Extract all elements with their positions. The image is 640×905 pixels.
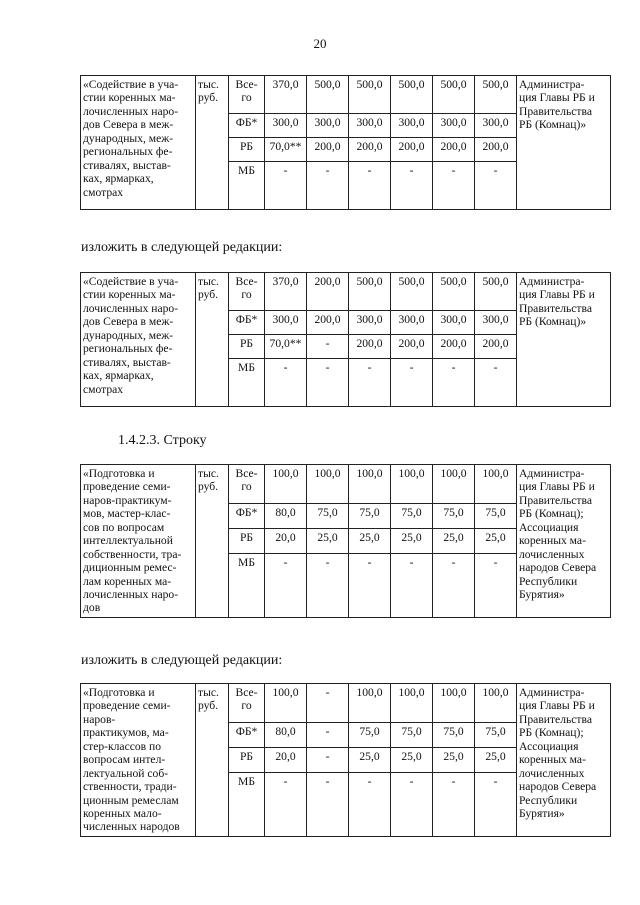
value-cell: -: [307, 359, 349, 407]
value-cell: 100,0: [433, 684, 475, 723]
value-cell: 300,0: [391, 114, 433, 138]
value-cell: 300,0: [475, 114, 517, 138]
value-cell: 370,0: [265, 273, 307, 311]
funding-source-cell: [229, 465, 265, 504]
value-cell: -: [349, 553, 391, 617]
executor-line: коренных ма-: [519, 534, 586, 548]
funding-source-line: РБ: [239, 750, 254, 763]
value-cell: 20,0: [265, 748, 307, 773]
funding-source-cell: [229, 335, 265, 359]
measure-name-line: ках, ярмарках,: [83, 369, 154, 383]
value-cell: -: [475, 772, 517, 836]
value-cell: -: [307, 335, 349, 359]
program-table-2: [80, 272, 611, 407]
funding-source-line: ФБ*: [235, 116, 258, 129]
executor-cell: [517, 465, 611, 618]
value-cell: 200,0: [349, 138, 391, 162]
funding-source-cell: [229, 273, 265, 311]
value-cell: 500,0: [349, 76, 391, 114]
executor-line: народов Севера: [519, 561, 597, 575]
value-cell: -: [265, 553, 307, 617]
funding-source-line: Все-: [235, 686, 258, 699]
executor-cell: [517, 684, 611, 837]
funding-source-line: МБ: [238, 361, 255, 374]
value-cell: -: [391, 772, 433, 836]
funding-source-line: МБ: [238, 774, 255, 788]
value-cell: -: [475, 553, 517, 617]
funding-source-cell: [229, 553, 265, 617]
funding-source-cell: [229, 138, 265, 162]
measure-name-line: диционным ремес-: [83, 561, 177, 575]
value-cell: 75,0: [475, 504, 517, 529]
measure-name-line: лектуальной соб-: [83, 766, 169, 780]
funding-source-line: Все-: [235, 78, 258, 91]
executor-line: Республики: [519, 574, 578, 588]
funding-source-cell: [229, 162, 265, 210]
value-cell: -: [433, 772, 475, 836]
table-row: [81, 273, 611, 311]
executor-line: Бурятия»: [519, 806, 565, 820]
executor-line: Ассоциация: [519, 739, 579, 753]
funding-source-line: Все-: [235, 275, 258, 288]
funding-source-cell: [229, 748, 265, 773]
value-cell: 80,0: [265, 504, 307, 529]
unit-cell: [196, 465, 229, 618]
measure-name-line: лочисленных наро-: [83, 587, 179, 601]
measure-name-cell: [81, 465, 196, 618]
value-cell: 75,0: [349, 723, 391, 748]
unit-line: тыс.: [198, 275, 219, 288]
funding-source-cell: [229, 114, 265, 138]
table-row: [81, 465, 611, 504]
measure-name-cell: [81, 684, 196, 837]
measure-name-line: региональных фе-: [83, 145, 173, 159]
executor-line: Администра-: [519, 275, 585, 288]
executor-line: народов Севера: [519, 780, 597, 794]
value-cell: 500,0: [475, 76, 517, 114]
unit-line: тыс.: [198, 467, 219, 480]
executor-line: лочисленных: [519, 547, 585, 561]
value-cell: 25,0: [349, 748, 391, 773]
measure-name-line: дународных, меж-: [83, 131, 174, 145]
value-cell: -: [433, 162, 475, 210]
executor-line: Администра-: [519, 78, 585, 91]
executor-line: Администра-: [519, 467, 585, 480]
value-cell: 300,0: [391, 311, 433, 335]
executor-line: Правительства: [519, 104, 592, 118]
value-cell: 75,0: [391, 723, 433, 748]
value-cell: 200,0: [475, 138, 517, 162]
measure-name-line: стивалях, выстав-: [83, 158, 171, 172]
table-row: [81, 684, 611, 723]
value-cell: 300,0: [265, 311, 307, 335]
value-cell: -: [307, 162, 349, 210]
program-table-3: [80, 464, 611, 618]
value-cell: 100,0: [265, 684, 307, 723]
value-cell: 20,0: [265, 529, 307, 554]
funding-source-line: го: [241, 288, 252, 302]
table-row: [81, 76, 611, 114]
value-cell: -: [307, 772, 349, 836]
value-cell: 25,0: [307, 529, 349, 554]
measure-name-line: «Подготовка и: [83, 686, 155, 699]
measure-name-line: «Содействие в уча-: [83, 275, 179, 288]
measure-name-line: проведение семи-: [83, 699, 171, 713]
value-cell: 300,0: [433, 114, 475, 138]
executor-line: Ассоциация: [519, 520, 579, 534]
value-cell: 500,0: [475, 273, 517, 311]
value-cell: 100,0: [349, 465, 391, 504]
value-cell: -: [433, 359, 475, 407]
unit-cell: [196, 684, 229, 837]
measure-name-line: численных народов: [83, 820, 180, 834]
value-cell: 80,0: [265, 723, 307, 748]
value-cell: 75,0: [349, 504, 391, 529]
value-cell: 200,0: [307, 138, 349, 162]
funding-source-cell: [229, 772, 265, 836]
value-cell: 500,0: [349, 273, 391, 311]
executor-line: Администра-: [519, 686, 585, 699]
value-cell: -: [433, 553, 475, 617]
measure-name-line: коренных мало-: [83, 806, 162, 820]
unit-line: тыс.: [198, 78, 219, 91]
value-cell: -: [391, 162, 433, 210]
value-cell: 300,0: [349, 114, 391, 138]
funding-source-line: МБ: [238, 555, 255, 569]
value-cell: -: [349, 359, 391, 407]
measure-name-line: стии коренных ма-: [83, 288, 176, 302]
value-cell: 25,0: [433, 748, 475, 773]
measure-name-line: собственности, тра-: [83, 547, 182, 561]
executor-line: Республики: [519, 793, 578, 807]
executor-line: ция Главы РБ и: [519, 480, 595, 494]
value-cell: 75,0: [433, 723, 475, 748]
value-cell: -: [265, 359, 307, 407]
funding-source-cell: [229, 723, 265, 748]
value-cell: -: [307, 748, 349, 773]
unit-cell: [196, 76, 229, 210]
measure-name-line: дов: [83, 601, 101, 615]
value-cell: 100,0: [307, 465, 349, 504]
value-cell: 100,0: [433, 465, 475, 504]
value-cell: 300,0: [433, 311, 475, 335]
measure-name-cell: [81, 76, 196, 210]
paragraph-edit-1: изложить в следующей редакции:: [81, 240, 283, 255]
value-cell: 300,0: [307, 114, 349, 138]
funding-source-line: ФБ*: [235, 313, 258, 326]
executor-line: РБ (Комнац);: [519, 507, 584, 521]
measure-name-line: дународных, меж-: [83, 328, 174, 342]
value-cell: 200,0: [433, 335, 475, 359]
value-cell: 500,0: [433, 76, 475, 114]
value-cell: 75,0: [307, 504, 349, 529]
executor-line: ция Главы РБ и: [519, 699, 595, 713]
value-cell: 200,0: [391, 138, 433, 162]
measure-name-line: ционным ремеслам: [83, 793, 179, 807]
funding-source-line: го: [241, 91, 252, 105]
measure-name-line: стивалях, выстав-: [83, 355, 171, 369]
value-cell: 200,0: [349, 335, 391, 359]
paragraph-edit-2: изложить в следующей редакции:: [81, 653, 283, 668]
value-cell: 300,0: [475, 311, 517, 335]
value-cell: 500,0: [391, 76, 433, 114]
program-table-1: [80, 75, 611, 210]
unit-line: руб.: [198, 288, 219, 302]
value-cell: 200,0: [433, 138, 475, 162]
measure-name-line: стии коренных ма-: [83, 91, 176, 105]
executor-line: Правительства: [519, 493, 592, 507]
value-cell: 100,0: [475, 684, 517, 723]
executor-line: Правительства: [519, 712, 592, 726]
measure-name-line: наров-: [83, 712, 116, 726]
measure-name-line: лочисленных наро-: [83, 301, 179, 315]
funding-source-line: РБ: [239, 531, 254, 544]
measure-name-line: ственности, тради-: [83, 780, 177, 794]
unit-line: руб.: [198, 699, 219, 713]
funding-source-cell: [229, 684, 265, 723]
measure-name-line: ках, ярмарках,: [83, 172, 154, 186]
funding-source-line: ФБ*: [235, 506, 258, 520]
executor-line: ция Главы РБ и: [519, 288, 595, 302]
value-cell: 370,0: [265, 76, 307, 114]
value-cell: -: [475, 359, 517, 407]
funding-source-cell: [229, 529, 265, 554]
value-cell: 25,0: [349, 529, 391, 554]
measure-name-line: смотрах: [83, 382, 124, 396]
executor-line: коренных ма-: [519, 753, 586, 767]
value-cell: 100,0: [265, 465, 307, 504]
executor-line: Правительства: [519, 301, 592, 315]
funding-source-line: Все-: [235, 467, 258, 480]
value-cell: 200,0: [307, 273, 349, 311]
value-cell: -: [307, 553, 349, 617]
funding-source-cell: [229, 311, 265, 335]
executor-line: РБ (Комнац)»: [519, 118, 587, 132]
paragraph-row-heading: 1.4.2.3. Строку: [118, 433, 207, 448]
funding-source-cell: [229, 359, 265, 407]
value-cell: -: [391, 553, 433, 617]
unit-line: тыс.: [198, 686, 219, 699]
executor-line: Бурятия»: [519, 587, 565, 601]
measure-name-line: смотрах: [83, 185, 124, 199]
value-cell: 200,0: [391, 335, 433, 359]
measure-name-line: мов, мастер-клас-: [83, 507, 171, 521]
executor-cell: [517, 76, 611, 210]
funding-source-line: РБ: [239, 140, 254, 153]
funding-source-line: ФБ*: [235, 725, 258, 739]
value-cell: -: [307, 723, 349, 748]
value-cell: 100,0: [349, 684, 391, 723]
measure-name-line: дов Севера в меж-: [83, 118, 174, 132]
measure-name-line: лам коренных ма-: [83, 574, 172, 588]
executor-line: РБ (Комнац);: [519, 726, 584, 740]
funding-source-line: РБ: [239, 337, 254, 350]
value-cell: -: [307, 684, 349, 723]
value-cell: 25,0: [391, 748, 433, 773]
value-cell: 500,0: [307, 76, 349, 114]
value-cell: 300,0: [349, 311, 391, 335]
value-cell: -: [391, 359, 433, 407]
value-cell: 70,0**: [265, 335, 307, 359]
page-number: 20: [313, 36, 327, 51]
measure-name-line: практикумов, ма-: [83, 726, 169, 740]
value-cell: 200,0: [475, 335, 517, 359]
measure-name-line: дов Севера в меж-: [83, 315, 174, 329]
measure-name-line: интеллектуальной: [83, 534, 173, 548]
value-cell: 75,0: [391, 504, 433, 529]
value-cell: 100,0: [391, 465, 433, 504]
measure-name-line: «Подготовка и: [83, 467, 155, 480]
unit-line: руб.: [198, 91, 219, 105]
program-table-4: [80, 683, 611, 837]
measure-name-line: вопросам интел-: [83, 753, 166, 767]
funding-source-cell: [229, 76, 265, 114]
executor-line: ция Главы РБ и: [519, 91, 595, 105]
value-cell: 500,0: [433, 273, 475, 311]
executor-cell: [517, 273, 611, 407]
value-cell: 75,0: [475, 723, 517, 748]
measure-name-line: наров-практикум-: [83, 493, 172, 507]
executor-line: РБ (Комнац)»: [519, 315, 587, 329]
value-cell: 25,0: [391, 529, 433, 554]
value-cell: 100,0: [475, 465, 517, 504]
funding-source-cell: [229, 504, 265, 529]
measure-name-cell: [81, 273, 196, 407]
value-cell: 500,0: [391, 273, 433, 311]
measure-name-line: региональных фе-: [83, 342, 173, 356]
value-cell: 25,0: [433, 529, 475, 554]
unit-line: руб.: [198, 480, 219, 494]
measure-name-line: лочисленных наро-: [83, 104, 179, 118]
value-cell: 25,0: [475, 529, 517, 554]
measure-name-line: проведение семи-: [83, 480, 171, 494]
measure-name-line: сов по вопросам: [83, 520, 165, 534]
value-cell: -: [349, 162, 391, 210]
value-cell: -: [265, 162, 307, 210]
value-cell: -: [349, 772, 391, 836]
measure-name-line: «Содействие в уча-: [83, 78, 179, 91]
funding-source-line: МБ: [238, 164, 255, 177]
value-cell: -: [475, 162, 517, 210]
measure-name-line: стер-классов по: [83, 739, 162, 753]
value-cell: 25,0: [475, 748, 517, 773]
value-cell: 200,0: [307, 311, 349, 335]
funding-source-line: го: [241, 699, 252, 713]
value-cell: 75,0: [433, 504, 475, 529]
unit-cell: [196, 273, 229, 407]
value-cell: -: [265, 772, 307, 836]
value-cell: 100,0: [391, 684, 433, 723]
value-cell: 300,0: [265, 114, 307, 138]
funding-source-line: го: [241, 480, 252, 494]
value-cell: 70,0**: [265, 138, 307, 162]
executor-line: лочисленных: [519, 766, 585, 780]
